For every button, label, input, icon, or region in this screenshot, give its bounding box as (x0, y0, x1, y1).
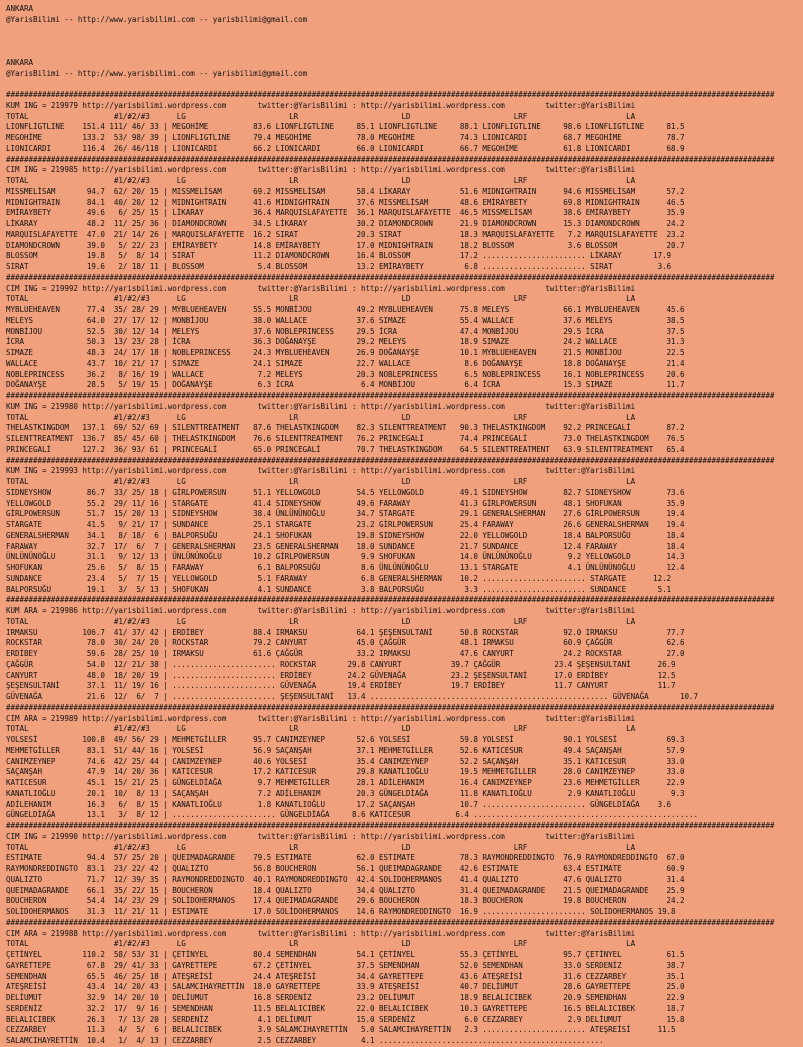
horse-row: SALAMCIHAYRETTİN 10.4 1/ 4/ 13 | CEZZARBEY 2.5 CEZZARBEY 4.1 .................................................. (6, 1036, 604, 1045)
horse-row: QUEIMADAGRANDE 66.1 35/ 22/ 15 | BOUCHERON 18.4 QUALIZTO 34.4 QUALIZTO 31.4 QUEIMADAGRANDE 21.5 QUEIMADAGRANDE 25.9 (6, 885, 685, 895)
race-header-line: CIM ARA = 219988 http://yarisbilimi.wordpress.com twitter:@YarisBilimi : http://yarisbilimi.wordpress.com twitter:@YarisBilimi (6, 928, 636, 938)
horse-row: YELLOWGOLD 55.2 29/ 11/ 16 | STARGATE 41.4 SIDNEYSHOW 49.6 FARAWAY 41.3 GİRLPOWERSUN 48.1 SHOFUKAN 35.9 (6, 498, 685, 508)
horse-row: ADİLEHANIM 16.3 6/ 8/ 15 | KANATLIOĞLU 1.8 KANATLIOĞLU 17.2 SAÇANŞAH 10.7 ....................... GÜNGELDİAĞA 3.6 (6, 799, 672, 809)
horse-row: LIONFLIGTLINE 151.4 111/ 46/ 33 | MEGOHİME 83.6 LIONFLIGTLINE 85.1 LIONFLIGTLINE 88.1 LIONFLIGTLINE 98.6 LIONFLIGTLINE 81.5 (6, 122, 685, 132)
horse-row: MEHMETGİLLER 83.1 51/ 44/ 16 | YOLSESİ 56.9 SAÇANŞAH 37.1 MEHMETGİLLER 52.6 KATICESUR 49.4 SAÇANŞAH 57.9 (6, 745, 685, 755)
column-header-line: TOTAL #1/#2/#3 LG LR LD LRF LA (6, 724, 636, 734)
horse-row: ÜNLÜNÜNOĞLU 31.1 9/ 12/ 13 | ÜNLÜNÜNOĞLU 10.2 GİRLPOWERSUN 9.9 SHOFUKAN 14.0 ÜNLÜNÜNOĞLU 9.2 YELLOWGOLD 14.3 (6, 552, 685, 562)
separator-line: ########################################################################################################################################################################### (6, 595, 775, 605)
horse-row: SOLİDOHERMANOS 31.3 11/ 21/ 11 | ESTIMATE 17.0 SOLİDOHERMANOS 14.6 RAYMONDREDDINGTO 16.9 ....................... SOLİDOHERMANOS 19.8 (6, 907, 676, 916)
horse-row: DELİUMUT 32.9 14/ 20/ 10 | DELİUMUT 16.8 SERDENİZ 23.2 DELİUMUT 18.9 BELALICIBEK 20.9 SEMENDHAN 22.9 (6, 993, 685, 1002)
horse-row: BELALICIBEK 26.3 7/ 13/ 20 | SERDENİZ 4.1 DELİUMUT 15.0 SERDENİZ 6.0 CEZZARBEY 2.9 DELİUMUT 15.8 (6, 1014, 685, 1024)
column-header-line: TOTAL #1/#2/#3 LG LR LD LRF LA (6, 412, 636, 422)
horse-row: RAYMONDREDDINGTO 83.1 23/ 22/ 42 | QUALIZTO 56.8 BOUCHERON 56.1 QUEIMADAGRANDE 42.6 ESTIMATE 63.4 ESTIMATE 60.9 (6, 864, 685, 873)
separator-line: ########################################################################################################################################################################### (6, 702, 775, 712)
horse-row: MARQUISLAFAYETTE 47.0 21/ 14/ 26 | MARQUISLAFAYETTE 16.2 SIRAT 20.3 SIRAT 18.3 MARQUISLAFAYETTE 7.2 MARQUISLAFAYETTE 23.2 (6, 229, 685, 239)
horse-row: DOĞANAYŞE 28.5 5/ 19/ 15 | DOĞANAYŞE 6.3 İCRA 6.4 MONBİJOU 6.4 İCRA 15.3 SIMAZE 11.7 (6, 380, 685, 390)
horse-row: SUNDANCE 23.4 5/ 7/ 15 | YELLOWGOLD 5.1 FARAWAY 6.8 GENERALSHERMAN 10.2 ....................... STARGATE 12.2 (6, 573, 672, 583)
blank-line (6, 26, 774, 37)
horse-row: MIDNIGHTRAIN 84.1 40/ 20/ 12 | MIDNIGHTRAIN 41.6 MIDNIGHTRAIN 37.6 MISSMELİSAM 48.6 EMİRAYBETY 69.8 MIDNIGHTRAIN 46.5 (6, 197, 685, 207)
horse-row: ROCKSTAR 78.0 30/ 24/ 20 | ROCKSTAR 79.2 CANYURT 45.0 ÇAĞGÜR 48.1 IRMAKSU 60.9 ÇAĞGÜR 62.6 (6, 638, 685, 648)
text-line: ANKARA (6, 4, 33, 13)
horse-row: SAÇANŞAH 47.9 14/ 20/ 36 | KATICESUR 17.2 KATICESUR 29.8 KANATLIOĞLU 19.5 MEHMETGİLLER 28.0 CANIMZEYNEP 33.0 (6, 767, 685, 777)
horse-row: CANIMZEYNEP 74.6 42/ 25/ 44 | CANIMZEYNEP 40.6 YOLSESİ 35.4 CANIMZEYNEP 52.2 SAÇANŞAH 35.1 KATICESUR 33.0 (6, 756, 685, 766)
horse-row: SIMAZE 48.3 24/ 17/ 18 | NOBLEPRINCESS 24.3 MYBLUEHEAVEN 26.9 DOĞANAYŞE 10.1 MYBLUEHEAVEN 21.5 MONBİJOU 22.5 (6, 348, 685, 357)
race-header-line: KUM ING = 219979 http://yarisbilimi.wordpress.com twitter:@YarisBilimi : http://yarisbilimi.wordpress.com twitter:@YarisBilimi (6, 100, 636, 110)
horse-row: KANATLIOĞLU 20.1 10/ 8/ 13 | SAÇANŞAH 7.2 ADİLEHANIM 20.3 GÜNGELDİAĞA 11.8 KANATLIOĞLU 2.9 KANATLIOĞLU 9.3 (6, 788, 685, 798)
horse-row: GAYRETTEPE 67.8 29/ 41/ 33 | GAYRETTEPE 67.2 ÇETİNYEL 37.5 SEMENDHAN 52.0 SEMENDHAN 33.0 SERDENİZ 38.7 (6, 960, 685, 970)
horse-row: GİRLPOWERSUN 51.7 15/ 20/ 13 | SIDNEYSHOW 38.4 ÜNLÜNÜNOĞLU 34.7 STARGATE 29.1 GENERALSHERMAN 27.6 GİRLPOWERSUN 19.4 (6, 509, 685, 519)
column-header-line: TOTAL #1/#2/#3 LG LR LD LRF LA (6, 477, 636, 486)
separator-line: ########################################################################################################################################################################### (6, 272, 775, 282)
horse-row: EMİRAYBETY 49.6 6/ 25/ 15 | LİKARAY 36.4 MARQUISLAFAYETTE 36.1 MARQUISLAFAYETTE 46.5 MISSMELİSAM 38.6 EMİRAYBETY 35.9 (6, 208, 685, 218)
separator-line: ########################################################################################################################################################################### (6, 391, 775, 400)
horse-row: BLOSSOM 19.8 5/ 8/ 14 | SIRAT 11.2 DIAMONDCROWN 16.4 BLOSSOM 17.2 ....................... LİKARAY 17.9 (6, 251, 672, 261)
horse-row: SIDNEYSHOW 86.7 33/ 25/ 18 | GİRLPOWERSUN 51.1 YELLOWGOLD 54.5 YELLOWGOLD 49.1 SIDNEYSHOW 82.7 SIDNEYSHOW 73.6 (6, 487, 685, 497)
horse-row: SILENTTREATMENT 136.7 85/ 45/ 60 | THELASTKINGDOM 76.6 SILENTTREATMENT 76.2 PRINCEGALİ 74.4 PRINCEGALİ 73.0 THELASTKINGDOM 76.5 (6, 434, 685, 443)
horse-row: GENERALSHERMAN 34.1 8/ 18/ 6 | BALPORSUĞU 24.1 SHOFUKAN 19.8 SIDNEYSHOW 22.0 YELLOWGOLD 18.4 BALPORSUĞU 18.4 (6, 530, 685, 540)
horse-row: ÇETİNYEL 110.2 58/ 53/ 31 | ÇETİNYEL 80.4 SEMENDHAN 54.1 ÇETİNYEL 55.3 ÇETİNYEL 95.7 ÇETİNYEL 61.5 (6, 950, 685, 959)
separator-line: ########################################################################################################################################################################### (6, 154, 775, 164)
horse-row: BOUCHERON 54.4 14/ 23/ 29 | SOLİDOHERMANOS 17.4 QUEIMADAGRANDE 29.6 BOUCHERON 18.3 BOUCHERON 19.8 BOUCHERON 24.2 (6, 896, 685, 906)
horse-row: LİKARAY 48.2 11/ 25/ 36 | DIAMONDCROWN 34.5 LİKARAY 30.2 DIAMONDCROWN 21.9 DIAMONDCROWN 15.3 DIAMONDCROWN 24.2 (6, 219, 685, 228)
horse-row: WALLACE 43.7 10/ 21/ 17 | SIMAZE 24.1 SIMAZE 22.7 WALLACE 8.6 DOĞANAYŞE 18.8 DOĞANAYŞE 21.4 (6, 358, 685, 368)
horse-row: MELEYS 64.0 27/ 17/ 12 | MONBİJOU 38.0 WALLACE 37.6 SIMAZE 55.4 WALLACE 37.6 MELEYS 38.5 (6, 315, 685, 325)
horse-row: İCRA 50.3 13/ 23/ 28 | İCRA 36.3 DOĞANAYŞE 29.2 MELEYS 18.9 SIMAZE 24.2 WALLACE 31.3 (6, 337, 685, 347)
horse-row: IRMAKSU 106.7 41/ 37/ 42 | ERDİBEY 88.4 IRMAKSU 64.1 ŞEŞENSULTANİ 50.8 ROCKSTAR 92.0 IRMAKSU 77.7 (6, 627, 685, 637)
race-header-line: KUM ING = 219993 http://yarisbilimi.wordpress.com twitter:@YarisBilimi : http://yarisbilimi.wordpress.com twitter:@YarisBilimi (6, 466, 636, 476)
horse-row: SIRAT 19.6 2/ 18/ 11 | BLOSSOM 5.4 BLOSSOM 13.2 EMİRAYBETY 6.8 ....................... SIRAT 3.6 (6, 262, 672, 271)
race-header-line: KUM ARA = 219986 http://yarisbilimi.wordpress.com twitter:@YarisBilimi : http://yarisbilimi.wordpress.com twitter:@YarisBilimi (6, 606, 636, 615)
text-line: ANKARA (6, 57, 33, 67)
horse-row: THELASTKINGDOM 137.1 69/ 52/ 69 | SILENTTREATMENT 87.6 THELASTKINGDOM 82.3 SILENTTREATMENT 90.3 THELASTKINGDOM 92.2 PRINCEGALİ 87.2 (6, 423, 685, 433)
separator-line: ########################################################################################################################################################################### (6, 917, 775, 927)
horse-row: SHOFUKAN 25.6 5/ 8/ 15 | FARAWAY 6.1 BALPORSUĞU 8.6 ÜNLÜNÜNOĞLU 13.1 STARGATE 4.1 ÜNLÜNÜNOĞLU 12.4 (6, 563, 685, 572)
horse-row: DIAMONDCROWN 39.0 5/ 22/ 23 | EMİRAYBETY 14.8 EMİRAYBETY 17.0 MIDNIGHTRAIN 18.2 BLOSSOM 3.6 BLOSSOM 20.7 (6, 240, 685, 250)
horse-row: ŞEŞENSULTANİ 37.1 11/ 19/ 16 | ....................... GÜVENAĞA 19.4 ERDİBEY 19.7 ERDİBEY 11.7 CANYURT 11.7 (6, 681, 676, 691)
horse-row: MYBLUEHEAVEN 77.4 35/ 28/ 29 | MYBLUEHEAVEN 55.5 MONBİJOU 49.2 MYBLUEHEAVEN 75.8 MELEYS 66.1 MYBLUEHEAVEN 45.6 (6, 305, 685, 314)
horse-row: FARAWAY 32.7 17/ 6/ 7 | GENERALSHERMAN 23.5 GENERALSHERMAN 18.0 SUNDANCE 21.7 SUNDANCE 12.4 FARAWAY 18.4 (6, 541, 685, 551)
horse-row: NOBLEPRINCESS 36.2 8/ 16/ 19 | WALLACE 7.2 MELEYS 20.3 NOBLEPRINCESS 6.5 NOBLEPRINCESS 16.1 NOBLEPRINCESS 20.6 (6, 369, 685, 379)
column-header-line: TOTAL #1/#2/#3 LG LR LD LRF LA (6, 176, 636, 185)
horse-row: BALPORSUĞU 19.1 3/ 5/ 13 | SHOFUKAN 4.1 SUNDANCE 3.8 BALPORSUĞU 3.3 ....................... SUNDANCE 5.1 (6, 584, 672, 594)
horse-row: PRINCEGALİ 127.2 36/ 93/ 61 | PRINCEGALİ 65.0 PRINCEGALİ 70.7 THELASTKINGDOM 64.5 SILENTTREATMENT 63.9 SILENTTREATMENT 65.4 (6, 444, 685, 454)
text-line: @YarisBilimi -- http://www.yarisbilimi.com -- yarisbilimi@gmail.com (6, 14, 308, 24)
blank-line (6, 79, 774, 90)
horse-row: LIONICARDI 116.4 26/ 46/118 | LIONICARDI 66.2 LIONICARDI 66.0 LIONICARDI 66.7 MEGOHİME 61.8 LIONICARDI 68.9 (6, 143, 685, 153)
horse-row: ERDİBEY 59.6 28/ 25/ 10 | IRMAKSU 61.6 ÇAĞGÜR 33.2 IRMAKSU 47.6 CANYURT 24.2 ROCKSTAR 27.0 (6, 649, 685, 658)
horse-row: ATEŞREİSİ 43.4 14/ 20/ 43 | SALAMCIHAYRETTİN 18.0 GAYRETTEPE 33.9 ATEŞREİSİ 40.7 DELİUMUT 28.6 GAYRETTEPE 25.0 (6, 982, 685, 992)
horse-row: MISSMELİSAM 94.7 62/ 20/ 15 | MISSMELİSAM 69.2 MISSMELİSAM 58.4 LİKARAY 51.6 MIDNIGHTRAIN 94.6 MISSMELİSAM 57.2 (6, 186, 685, 196)
horse-row: KATICESUR 45.1 15/ 21/ 25 | GÜNGELDİAĞA 9.7 MEHMETGİLLER 28.1 ADİLEHANIM 16.4 CANIMZEYNEP 23.6 MEHMETGİLLER 22.9 (6, 778, 685, 787)
blank-line (6, 36, 774, 47)
horse-row: MONBİJOU 52.5 30/ 12/ 14 | MELEYS 37.6 NOBLEPRINCESS 29.5 İCRA 47.4 MONBİJOU 29.5 İCRA 37.5 (6, 326, 685, 336)
horse-row: ÇAĞGÜR 54.0 12/ 21/ 38 | ....................... ROCKSTAR 29.8 CANYURT 39.7 ÇAĞGÜR 23.4 ŞEŞENSULTANİ 26.9 (6, 659, 676, 669)
column-header-line: TOTAL #1/#2/#3 LG LR LD LRF LA (6, 939, 636, 949)
race-header-line: CIM ING = 219990 http://yarisbilimi.wordpress.com twitter:@YarisBilimi : http://yarisbilimi.wordpress.com twitter:@YarisBilimi (6, 831, 636, 841)
column-header-line: TOTAL #1/#2/#3 LG LR LD LRF LA (6, 616, 636, 626)
column-header-line: TOTAL #1/#2/#3 LG LR LD LRF LA (6, 294, 636, 304)
horse-row: STARGATE 41.5 9/ 21/ 17 | SUNDANCE 25.1 STARGATE 23.2 GİRLPOWERSUN 25.4 FARAWAY 26.6 GENERALSHERMAN 19.4 (6, 520, 685, 529)
horse-row: GÜVENAĞA 21.6 12/ 6/ 7 | ....................... ŞEŞENSULTANİ 13.4 ..................................................... GÜVENAĞA 10.7 (6, 692, 699, 701)
horse-row: YOLSESİ 100.8 49/ 56/ 29 | MEHMETGİLLER 95.7 CANIMZEYNEP 52.6 YOLSESİ 59.8 YOLSESİ 90.1 YOLSESİ 69.3 (6, 735, 685, 744)
race-header-line: CIM ARA = 219989 http://yarisbilimi.wordpress.com twitter:@YarisBilimi : http://yarisbilimi.wordpress.com twitter:@YarisBilimi (6, 713, 636, 723)
horse-row: MEGOHİME 133.2 53/ 98/ 39 | LIONFLIGTLINE 79.4 MEGOHİME 78.0 MEGOHİME 74.3 LIONICARDI 68.7 MEGOHİME 78.7 (6, 133, 685, 142)
horse-row: SERDENİZ 32.2 17/ 9/ 16 | SEMENDHAN 11.5 BELALICIBEK 22.0 BELALICIBEK 10.3 GAYRETTEPE 16.5 BELALICIBEK 18.7 (6, 1003, 685, 1013)
separator-line: ########################################################################################################################################################################### (6, 821, 775, 830)
race-header-line: CIM ING = 219992 http://yarisbilimi.wordpress.com twitter:@YarisBilimi : http://yarisbilimi.wordpress.com twitter:@YarisBilimi (6, 283, 636, 293)
column-header-line: TOTAL #1/#2/#3 LG LR LD LRF LA (6, 842, 636, 852)
horse-row: GÜNGELDİAĞA 13.1 3/ 8/ 12 | ....................... GÜNGELDİAĞA 8.6 KATICESUR 6.4 .................................................. (6, 810, 699, 820)
horse-row: SEMENDHAN 65.5 46/ 25/ 18 | ATEŞREİSİ 24.4 ATEŞREİSİ 34.4 GAYRETTEPE 43.6 ATEŞREİSİ 31.6 CEZZARBEY 35.1 (6, 971, 685, 981)
horse-row: ESTIMATE 94.4 57/ 25/ 20 | QUEIMADAGRANDE 79.5 ESTIMATE 62.0 ESTIMATE 78.3 RAYMONDREDDINGTO 76.9 RAYMONDREDDINGTO 67.0 (6, 853, 685, 863)
horse-row: CANYURT 48.0 18/ 20/ 19 | ....................... ERDİBEY 24.2 GÜVENAĞA 23.2 ŞEŞENSULTANİ 17.0 ERDİBEY 12.5 (6, 670, 676, 680)
separator-line: ########################################################################################################################################################################### (6, 455, 775, 465)
separator-line: ########################################################################################################################################################################### (6, 90, 775, 99)
race-report-document (6, 4, 774, 1047)
race-header-line: KUM ING = 219980 http://yarisbilimi.wordpress.com twitter:@YarisBilimi : http://yarisbilimi.wordpress.com twitter:@YarisBilimi (6, 401, 636, 411)
text-line: @YarisBilimi -- http://www.yarisbilimi.com -- yarisbilimi@gmail.com (6, 68, 308, 78)
horse-row: QUALIZTO 71.7 12/ 39/ 35 | RAYMONDREDDINGTO 40.1 RAYMONDREDDINGTO 42.4 SOLİDOHERMANOS 41.4 QUALIZTO 47.6 QUALIZTO 31.4 (6, 874, 685, 884)
race-header-line: CIM ING = 219985 http://yarisbilimi.wordpress.com twitter:@YarisBilimi : http://yarisbilimi.wordpress.com twitter:@YarisBilimi (6, 165, 636, 175)
column-header-line: TOTAL #1/#2/#3 LG LR LD LRF LA (6, 111, 636, 121)
horse-row: CEZZARBEY 11.3 4/ 5/ 6 | BELALICIBEK 3.9 SALAMCIHAYRETTİN 5.0 SALAMCIHAYRETTİN 2.3 ....................... ATEŞREİSİ 11.5 (6, 1025, 676, 1035)
blank-line (6, 47, 774, 58)
